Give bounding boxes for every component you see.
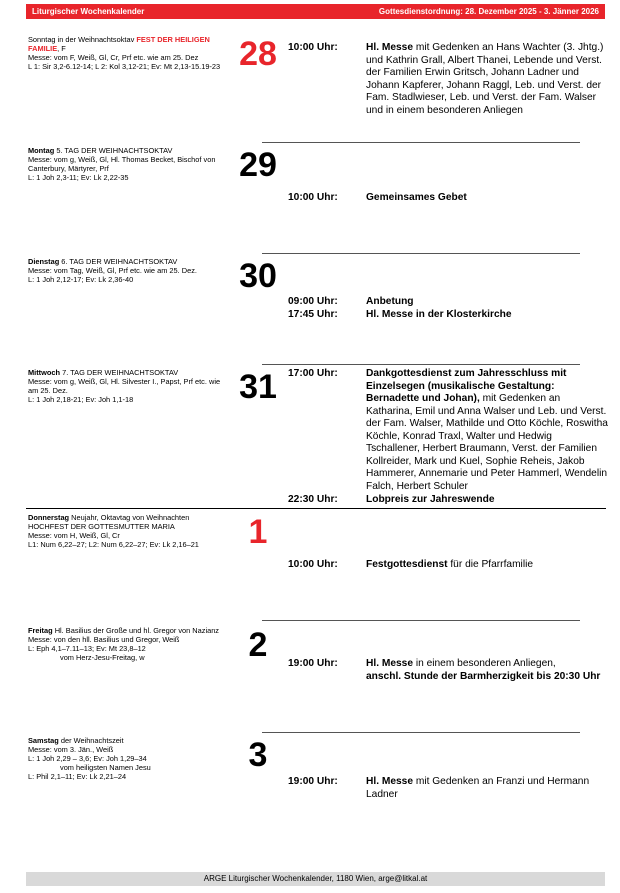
additional-mass-info: vom heiligsten Namen Jesu <box>60 763 151 772</box>
event-title: Hl. Messe <box>366 776 413 787</box>
mass-info: Messe: vom F, Weiß, Gl, Cr, Prf etc. wie am 25. Dez <box>28 53 199 62</box>
readings-info: L: 1 Joh 2,3-11; Ev: Lk 2,22-35 <box>28 173 129 182</box>
day-title: der Weihnachtszeit <box>58 736 124 745</box>
event-text: mit Gedenken an Katharina, Emil und Anna Walser und Leb. und Verst. der Fam. Walser, Mathilde und Otto Köchle, Roswitha Köchle, Konrad Traxl, Walter und Hedwig Tschallener, Herbert Braumann, Verst. der Familien Kollreider, Mark und Kuel, Sophie Reheis, Jakob Hammerer, Annemarie und Peter Hammerl, Wendelin Falch, Herbert Schuler <box>366 393 608 492</box>
day-title: 5. TAG DER WEIHNACHTSOKTAV <box>54 146 173 155</box>
event-title: Hl. Messe <box>366 658 413 669</box>
weekday: Donnerstag <box>28 513 70 522</box>
event <box>288 658 608 683</box>
event-note: anschl. Stunde der Barmherzigkeit bis 20:30 Uhr <box>366 670 601 682</box>
readings-info: L: 1 Joh 2,29 – 3,6; Ev: Joh 1,29–34 <box>28 754 147 763</box>
event-time: 17:00 Uhr: <box>288 368 338 379</box>
event-time: 10:00 Uhr: <box>288 192 338 203</box>
event <box>288 42 608 117</box>
event-text: in einem besonderen Anliegen, <box>413 658 556 669</box>
event-title: Festgottesdienst <box>366 559 448 570</box>
liturgical-info <box>28 35 228 71</box>
mass-info: Messe: vom g, Weiß, Gl, Hl. Silvester I., Papst, Prf etc. wie am 25. Dez. <box>28 377 221 395</box>
readings-info: L: 1 Joh 2,18-21; Ev: Joh 1,1-18 <box>28 395 134 404</box>
feast-name: HOCHFEST DER GOTTESMUTTER MARIA <box>28 522 175 531</box>
readings-info: L1: Num 6,22–27; L2: Num 6,22–27; Ev: Lk 2,16–21 <box>28 540 199 549</box>
event-text: mit Gedenken an Hans Wachter (3. Jhtg.) und Kathrin Grall, Albert Thanei, Lebende und Verst. der Familien Erwin Gritsch, Johann Ladner und Johann Kapferer, Johann Raggl, Leb. und Verst. der Fam. Stadlwieser, Leb. und Verst. der Fam. Walser und in einem besonderen Anliegen <box>366 42 604 116</box>
event-time: 10:00 Uhr: <box>288 559 338 570</box>
liturgical-info <box>28 146 228 182</box>
day-number: 31 <box>239 368 277 406</box>
event-time: 17:45 Uhr: <box>288 309 338 320</box>
liturgical-info <box>28 736 228 781</box>
day-number: 30 <box>239 257 277 295</box>
event-time: 19:00 Uhr: <box>288 776 338 787</box>
additional-mass-info: vom Herz-Jesu-Freitag, w <box>60 653 145 662</box>
readings-info: L 1: Sir 3,2-6.12-14; L 2: Kol 3,12-21; Ev: Mt 2,13-15.19-23 <box>28 62 221 71</box>
readings-info: L: Eph 4,1–7.11–13; Ev: Mt 23,8–12 <box>28 644 146 653</box>
weekday: Dienstag <box>28 257 60 266</box>
mass-info: Messe: vom g, Weiß, Gl, Hl. Thomas Becket, Bischof von Canterbury, Märtyrer, Prf <box>28 155 216 173</box>
header-date-range: Gottesdienstordnung: 28. Dezember 2025 - 3. Jänner 2026 <box>378 7 599 16</box>
mass-info: Messe: vom 3. Jän., Weiß <box>28 745 114 754</box>
separator-line <box>26 508 606 509</box>
day-title: Hl. Basilius der Große und hl. Gregor von Nazianz <box>52 626 220 635</box>
separator-line <box>262 142 580 143</box>
info-text: , F <box>57 44 66 53</box>
event-text: mit Gedenken an Franzi und Hermann Ladner <box>366 776 590 800</box>
event-title: Anbetung <box>366 296 414 307</box>
day-number: 1 <box>248 513 268 551</box>
separator-line <box>262 620 580 621</box>
event-time: 10:00 Uhr: <box>288 42 338 53</box>
event <box>288 776 608 801</box>
feast-name: FEST DER HEILIGEN FAMILIE <box>28 35 210 53</box>
separator-line <box>262 732 580 733</box>
event <box>288 494 608 507</box>
event-title: Gemeinsames Gebet <box>366 192 467 203</box>
event <box>288 192 608 205</box>
day-number: 2 <box>248 626 268 664</box>
mass-info: Messe: vom H, Weiß, Gl, Cr <box>28 531 120 540</box>
day-number: 29 <box>239 146 277 184</box>
event-time: 19:00 Uhr: <box>288 658 338 669</box>
readings-info: L: 1 Joh 2,12-17; Ev: Lk 2,36-40 <box>28 275 134 284</box>
mass-info: Messe: von den hll. Basilius und Gregor, Weiß <box>28 635 180 644</box>
day-title: 7. TAG DER WEIHNACHTSOKTAV <box>60 368 179 377</box>
readings-info: L: Phil 2,1–11; Ev: Lk 2,21–24 <box>28 772 127 781</box>
page-footer: ARGE Liturgischer Wochenkalender, 1180 Wien, arge@litkal.at <box>26 872 605 886</box>
mass-info: Messe: vom Tag, Weiß, Gl, Prf etc. wie am 25. Dez. <box>28 266 197 275</box>
event-time: 09:00 Uhr: <box>288 296 338 307</box>
weekday: Freitag <box>28 626 53 635</box>
event <box>288 559 608 572</box>
liturgical-info <box>28 513 243 549</box>
day-title: 6. TAG DER WEIHNACHTSOKTAV <box>59 257 178 266</box>
event <box>288 368 608 493</box>
event <box>288 296 608 309</box>
day-title: Neujahr, Oktavtag von Weihnachten <box>69 513 190 522</box>
event <box>288 309 608 322</box>
day-number: 3 <box>248 736 268 774</box>
event-text: für die Pfarrfamilie <box>447 559 534 570</box>
separator-line <box>262 364 580 365</box>
header-title: Liturgischer Wochenkalender <box>32 7 145 16</box>
liturgical-info <box>28 368 228 404</box>
weekday: Samstag <box>28 736 59 745</box>
event-title: Hl. Messe <box>366 42 413 53</box>
event-time: 22:30 Uhr: <box>288 494 338 505</box>
page-header <box>26 4 605 19</box>
info-text: Sonntag in der Weihnachtsoktav <box>28 35 137 44</box>
event-title: Lobpreis zur Jahreswende <box>366 494 495 505</box>
event-title: Hl. Messe in der Klosterkirche <box>366 309 512 320</box>
liturgical-info <box>28 626 228 662</box>
event-title: Dankgottesdienst zum Jahresschluss mit Einzelsegen (musikalische Gestaltung: Bernadette und Johan), <box>366 368 567 404</box>
day-number: 28 <box>239 35 277 73</box>
weekday: Montag <box>28 146 55 155</box>
separator-line <box>262 253 580 254</box>
liturgical-info <box>28 257 228 284</box>
weekday: Mittwoch <box>28 368 61 377</box>
